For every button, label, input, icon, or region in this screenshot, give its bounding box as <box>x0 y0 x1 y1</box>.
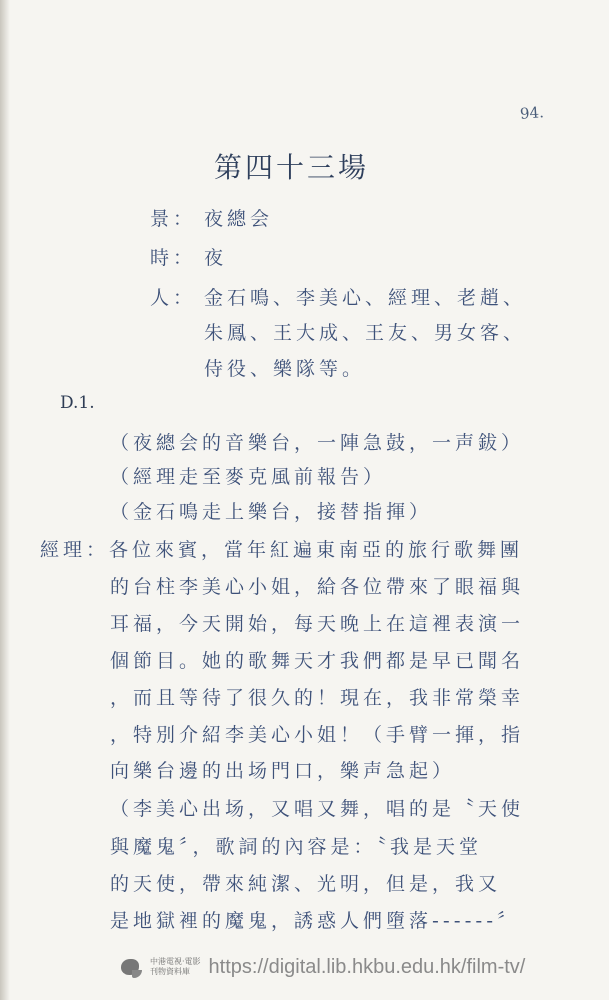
characters-line: 朱鳳、王大成、王友、男女客、 <box>204 322 527 344</box>
stage-direction: （夜總会的音樂台，一陣急鼓，一声鈸） <box>110 432 525 454</box>
time-value: 夜 <box>204 247 228 269</box>
library-name <box>150 957 201 977</box>
stage-direction: （李美心出场，又唱又舞，唱的是〝天使 <box>110 798 525 820</box>
dialogue-line: 耳福，今天開始，每天晚上在這裡表演一 <box>110 613 525 635</box>
dialogue-line: ，特別介紹李美心小姐！（手臂一揮，指 <box>110 724 525 746</box>
library-url: https://digital.lib.hkbu.edu.hk/film-tv/ <box>208 955 526 978</box>
place-label: 景： <box>150 208 197 230</box>
scene-title: 第四十三場 <box>214 151 370 184</box>
page-number: 94. <box>519 103 545 123</box>
watermark-footer <box>118 950 525 984</box>
characters-line: 侍役、樂隊等。 <box>204 358 366 380</box>
dialogue-line: 個節目。她的歌舞天才我們都是早已聞名 <box>110 650 525 672</box>
dialogue-line: ，而且等待了很久的！現在，我非常榮幸 <box>110 687 525 709</box>
library-logo-icon <box>118 954 144 980</box>
stage-direction: 是地獄裡的魔鬼，誘惑人們墮落------〞 <box>110 910 521 932</box>
dialogue-line: 的台柱李美心小姐，給各位帶來了眼福與 <box>110 576 525 598</box>
stage-direction: 與魔鬼〞，歌詞的內容是：〝我是天堂 <box>110 836 483 858</box>
scene-code: D.1. <box>60 393 95 413</box>
page-edge-shadow <box>0 0 10 1000</box>
dialogue-line: 向樂台邊的出场門口，樂声急起） <box>110 760 456 782</box>
characters-line: 金石鳴、李美心、經理、老趙、 <box>204 287 527 309</box>
library-name-line: 中港電視·電影 <box>150 957 201 966</box>
time-label: 時： <box>150 247 197 269</box>
library-name-line: 刊物資料庫 <box>150 967 190 976</box>
stage-direction: 的天使，帶來純潔、光明，但是，我又 <box>110 873 502 895</box>
stage-direction: （經理走至麥克風前報告） <box>110 466 387 488</box>
place-value: 夜總会 <box>204 208 274 230</box>
characters-label: 人： <box>150 287 197 309</box>
dialogue-line: 經理：各位來賓，當年紅遍東南亞的旅行歌舞團 <box>40 539 524 561</box>
stage-direction: （金石鳴走上樂台，接替指揮） <box>110 501 433 523</box>
